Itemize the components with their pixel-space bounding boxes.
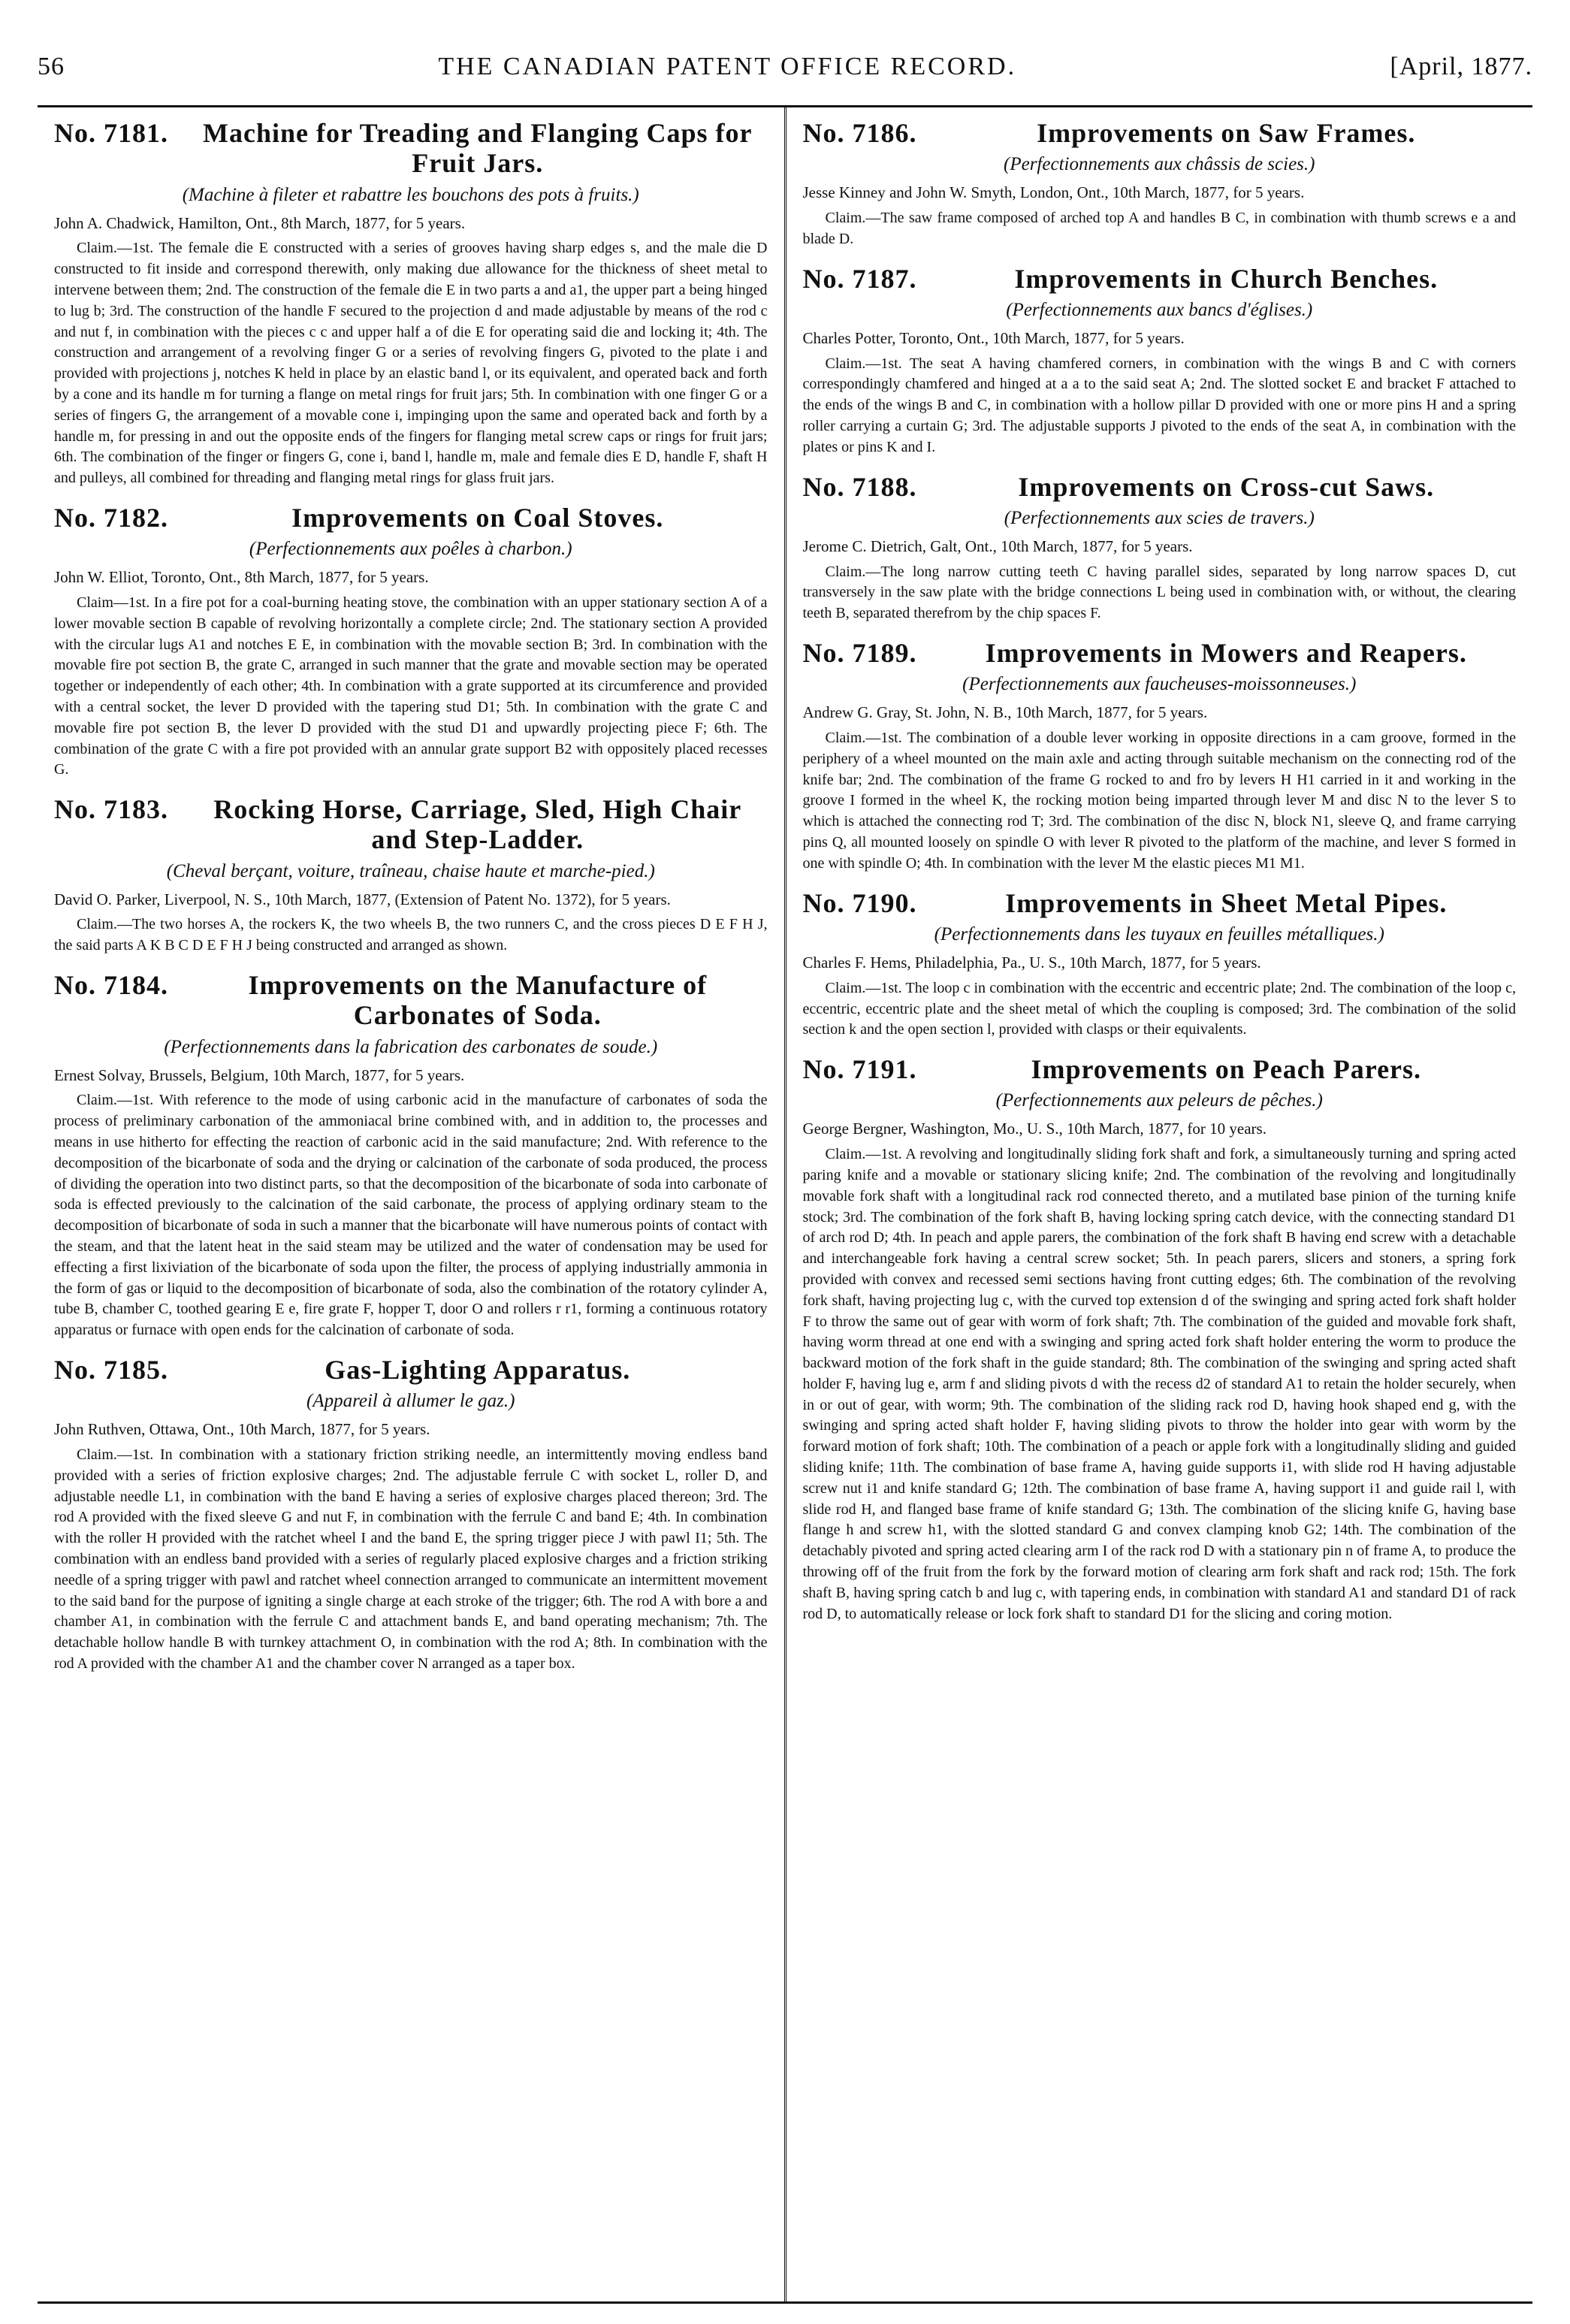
french-title: (Cheval berçant, voiture, traîneau, chaise haute et marche-pied.)	[166, 860, 655, 881]
french-title: (Perfectionnements aux bancs d'églises.)	[1006, 299, 1313, 320]
journal-title: THE CANADIAN PATENT OFFICE RECORD.	[438, 53, 1017, 80]
french-title: (Perfectionnements aux peleurs de pêches.)	[995, 1090, 1323, 1111]
patent-title: Gas-Lighting Apparatus.	[325, 1354, 631, 1385]
patent-number: No. 7188.	[802, 471, 917, 502]
page-number: 56	[38, 53, 65, 80]
patent-heading	[54, 1355, 768, 1385]
patent-entry	[803, 638, 1517, 875]
patent-number: No. 7189.	[802, 638, 917, 669]
patentee-line: Charles Potter, Toronto, Ont., 10th March, 1877, for 5 years.	[802, 328, 1185, 347]
patentee-line: Andrew G. Gray, St. John, N. B., 10th March, 1877, for 5 years.	[802, 703, 1208, 722]
patent-number: No. 7182.	[54, 502, 168, 533]
patent-entry	[54, 794, 768, 956]
left-column	[38, 107, 787, 2301]
french-title: (Perfectionnements dans les tuyaux en feuilles métalliques.)	[934, 923, 1384, 944]
claim-text: Claim.—1st. In combination with a stationary friction striking needle, an intermittently moving endless band provided with a series of friction explosive charges; 2nd. The adjustable ferrule C with socket L, roller D, and adjustable needle L1, in combination with the band E having a series of explosive charges placed thereon; 3rd. The rod A provided with the fixed sleeve G and nut F, in combination with the ferrule C and band E; 4th. In combination with the roller H provided with the ratchet wheel I and the band E, the spring trigger piece J with pawl I1; 5th. The combination with an endless band provided with a series of regularly placed explosive charges and a friction striking needle of a spring trigger with pawl and ratchet wheel connection arranged to communicate an intermittent movement to the said band for the purpose of igniting a single charge at each stroke of the trigger; 6th. The rod A with bore a and chamber A1, in combination with the ferrule C and attachment bands E, and band operating mechanism; 7th. The detachable hollow handle B with turnkey attachment O, in combination with the rod A; 8th. In combination with the rod A provided with the chamber A1 and the chamber cover N arranged as a taper box.	[54, 1446, 768, 1672]
claim-text: Claim.—1st. The seat A having chamfered corners, in combination with the wings B and C with corners correspondingly chamfered and hinged at a a to the said seat A; 2nd. The slotted socket E and bracket F attached to the ends of the wings B and C, in combination with a hollow pillar D provided with one or more pins H and a spring roller carrying a curtain G; 3rd. The adjustable supports J pivoted to the ends of the seat A, in combination with the plates or pins K and I.	[802, 355, 1516, 455]
patent-heading	[803, 888, 1517, 918]
french-title: (Perfectionnements dans la fabrication des carbonates de soude.)	[164, 1036, 658, 1057]
patentee-line: George Bergner, Washington, Mo., U. S., 10th March, 1877, for 10 years.	[802, 1120, 1267, 1138]
patentee-line: John W. Elliot, Toronto, Ont., 8th March, 1877, for 5 years.	[54, 568, 429, 587]
claim-text: Claim.—The long narrow cutting teeth C having parallel sides, separated by long narrow spaces D, cut transversely in the saw plate with the bridge connections L being used in combination with, or without, the clearing teeth B, separated therefrom by the chip spaces F.	[802, 563, 1516, 622]
patent-title: Rocking Horse, Carriage, Sled, High Chair and Step-Ladder.	[213, 794, 742, 855]
patent-title: Improvements on Cross-cut Saws.	[1018, 471, 1435, 502]
french-title: (Perfectionnements aux poêles à charbon.)	[249, 539, 572, 560]
patent-title: Improvements in Sheet Metal Pipes.	[1005, 887, 1448, 918]
patent-entry	[54, 1355, 768, 1675]
patent-number: No. 7186.	[802, 118, 917, 148]
right-column	[787, 107, 1533, 2301]
claim-text: Claim—1st. In a fire pot for a coal-burning heating stove, the combination with an upper stationary section A of a lower movable section B capable of revolving horizontally a complete circle; 2nd. The stationary section A provided with the circular lugs A1 and notches E E, in combination with the movable section B; 3rd. In combination with the movable fire pot section B, the grate C, arranged in such manner that the grate and movable section may be operated together or independently of each other; 4th. In combination with a grate supported at its circumference and provided with a central socket, the lever D provided with the tapering stud D1; 5th. In combination with the grate C and movable fire pot section B, the lever D provided with the stud D1 and upwardly projecting piece F; 6th. The combination of the grate C with a fire pot provided with an annular grate support B2 with oppositely placed recesses G.	[54, 594, 768, 778]
patent-entry	[803, 472, 1517, 624]
patent-heading	[803, 264, 1517, 294]
patentee-line: John Ruthven, Ottawa, Ont., 10th March, 1877, for 5 years.	[54, 1420, 430, 1439]
patent-number: No. 7184.	[54, 970, 168, 1001]
patentee-line: Jesse Kinney and John W. Smyth, London, Ont., 10th March, 1877, for 5 years.	[802, 183, 1305, 202]
patent-number: No. 7181.	[54, 118, 168, 148]
patent-number: No. 7187.	[802, 263, 917, 294]
running-head	[38, 53, 1532, 105]
patentee-line: Ernest Solvay, Brussels, Belgium, 10th March, 1877, for 5 years.	[54, 1065, 465, 1084]
patent-title: Machine for Treading and Flanging Caps for Fruit Jars.	[203, 118, 753, 179]
patentee-line: Charles F. Hems, Philadelphia, Pa., U. S., 10th March, 1877, for 5 years.	[802, 953, 1261, 972]
claim-text: Claim.—1st. A revolving and longitudinally sliding fork shaft and fork, a simultaneously turning and spring acted paring knife and a movable or stationary slicing knife; 2nd. The combination of the revolving and longitudinally movable fork shaft with a longitudinal rack rod connected thereto, and a mutilated base pinion of the turning knife stock; 3rd. The combination of the fork shaft B, having locking spring catch device, with the connecting standard D1 of arch rod D; 4th. In peach and apple parers, the combination of the fork shaft B having end screw with a detachable and interchangeable fork having a central screw socket; 5th. In peach parers, slicers and stoners, a spring fork provided with convex and recessed semi sections having front cutting edges; 6th. The combination of the revolving fork shaft, having projecting lug c, with the curved top extension d of the swinging and spring acted fork shaft holder F to throw the same out of gear with worm of fork shaft; 7th. The combination of the guided and movable fork shaft, having worm thread at one end with a swinging and spring acted fork shaft holder entering the worm to produce the backward motion of the fork shaft in the guide standard; 8th. The combination of the swinging and spring acted shaft holder F, having lug e, arm f and sliding pivots d with the recess d2 of standard A1 to retain the holder securely, when in or out of gear, with worm; 9th. The combination of the sliding rack rod D, having hook shaped end g, with the swinging and spring acted shaft holder F, having sliding pivots to throw the holder into gear with worm by the forward motion of fork shaft; 10th. The combination of a peach or apple fork with a longitudinally sliding and guided sliding knife; 11th. The combination of base frame A, having guide supports i1, with slide rod H having adjustable screw nut i1 and knife standard G; 12th. The combination of base frame A, having support i1 and guide rail l, with slide rod H, and flanged base frame of knife standard G; 13th. The combination of the slicing knife G, having base flange h and screw h1, with the slotted standard G and convex clamping knob G2; 14th. The combination of the detachably pivoted and spring acted clearing arm I of the rack rod D with a stationary pin n of frame A, to produce the throwing off of the fruit from the fork by the forward motion of clearing arm fork shaft and rack rod; 15th. The fork shaft B, having spring catch b and lug c, with tapering ends, in combination with standard A1 and standard D1 of rack rod D, to automatically release or lock fork shaft to standard D1 for the slicing and coring motion.	[802, 1146, 1516, 1622]
patent-number: No. 7191.	[802, 1054, 917, 1085]
two-column-frame	[38, 105, 1532, 2304]
claim-text: Claim.—The two horses A, the rockers K, the two wheels B, the two runners C, and the cross pieces D E F H J, the said parts A K B C D E F H J being constructed and arranged as shown.	[54, 916, 768, 954]
patent-heading	[54, 970, 768, 1031]
patent-heading	[803, 638, 1517, 668]
patent-heading	[803, 118, 1517, 148]
claim-text: Claim.—1st. With reference to the mode of using carbonic acid in the manufacture of carbonates of soda the process of preliminary carbonation of the ammoniacal brine combined with, and in addition to, the processes and means in use hitherto for effecting the reaction of carbonic acid in the said manufacture; 2nd. With reference to the decomposition of the bicarbonate of soda and the drying or calcination of the carbonate of soda produced, the process of dividing the operation into two distinct parts, so that the decomposition of the bicarbonate of soda into carbonate of soda is effected previously to the calcination of the said carbonate, the process of applying ordinary steam to the decomposition of bicarbonate of soda in such a manner that the bicarbonate will have numerous points of contact with the steam, and that the latent heat in the said steam may be utilized and the water of condensation may be used for effecting a first lixiviation of the bicarbonate of soda upon the filter, the process of applying industrially ammonia in the form of gas or liquid to the decomposition of bicarbonate of soda, also the combination of the rotatory cylinder A, tube B, chamber C, toothed gearing E e, fire grate F, hopper T, door O and rollers r r1, forming a continuous rotatory apparatus or furnace with open ends for the calcination of carbonate of soda.	[54, 1092, 768, 1339]
french-title: (Machine à fileter et rabattre les bouchons des pots à fruits.)	[182, 184, 639, 205]
patent-number: No. 7183.	[54, 794, 168, 825]
claim-text: Claim.—1st. The female die E constructed with a series of grooves having sharp edges s, and the male die D constructed to fit inside and correspond therewith, only making due allowance for the thickness of sheet metal to intervene between them; 2nd. The construction of the female die E in two parts a and a1, the upper part a being hinged to lug b; 3rd. The construction of the handle F secured to the projection d and made adjustable by means of the rod c and nut f, in combination with the pieces c c and upper half a of die E for operating said die and locking it; 4th. The construction and arrangement of a revolving finger G or a series of revolving fingers G, pivoted to the plate i and provided with projections j, notches K held in place by an elastic band l, or its equivalent, and operated back and forth by a cone and its handle m for turning a flange on metal rings for fruit jars; 5th. In combination with one finger G or a series of fingers G, the arrangement of a movable cone i, impinging upon the same and operated back and forth by a handle m, for pressing in and out the opposite ends of the fingers for flanging metal screw caps or rings for fruit jars; 6th. The combination of the finger or fingers G, cone i, band l, handle m, male and female dies E D, handle F, shaft H and pulleys, all combined for threading and flanging metal rings for glass fruit jars.	[54, 240, 768, 487]
claim-text: Claim.—1st. The loop c in combination with the eccentric and eccentric plate; 2nd. The combination of the loop c, eccentric, eccentric plate and the sheet metal of which the coupling is composed; 3rd. The combination of the solid section k and the open section l, provided with clasps or their equivalents.	[802, 979, 1516, 1038]
patent-title: Improvements on Saw Frames.	[1037, 118, 1416, 148]
patent-title: Improvements in Church Benches.	[1014, 263, 1439, 294]
patentee-line: Jerome C. Dietrich, Galt, Ont., 10th March, 1877, for 5 years.	[802, 536, 1193, 555]
patent-title: Improvements on Coal Stoves.	[291, 502, 664, 533]
french-title: (Perfectionnements aux châssis de scies.)	[1004, 154, 1315, 175]
patent-title: Improvements on Peach Parers.	[1031, 1054, 1422, 1085]
patent-heading	[54, 794, 768, 855]
patent-heading	[54, 503, 768, 533]
claim-text: Claim.—1st. The combination of a double lever working in opposite directions in a cam groove, formed in the periphery of a wheel mounted on the main axle and acting through suitable mechanism on the connecting rod of the knife bar; 2nd. The combination of the frame G rocked to and fro by levers H H1 carried in it and working in the groove I formed in the wheel K, the rocking motion being imparted through lever M and disc N to the lever S to which is attached the connecting rod T; 3rd. The combination of the disc N, block N1, sleeve Q, and frame carrying pins Q, all mounted loosely on spindle O with lever R pivoted to the platform of the machine, and lever S formed in one with spindle O; 4th. In combination with the lever M the elastic pieces M1 M1.	[802, 730, 1516, 872]
french-title: (Perfectionnements aux scies de travers.)	[1004, 507, 1315, 528]
claim-text: Claim.—The saw frame composed of arched top A and handles B C, in combination with thumb screws e a and blade D.	[802, 210, 1516, 247]
patent-entry	[803, 888, 1517, 1041]
patent-entry	[803, 118, 1517, 250]
patent-title: Improvements in Mowers and Reapers.	[985, 638, 1467, 669]
patent-entry	[803, 264, 1517, 458]
patent-entry	[803, 1054, 1517, 1624]
french-title: (Perfectionnements aux faucheuses-moissonneuses.)	[962, 674, 1357, 695]
patent-heading	[803, 1054, 1517, 1084]
patent-heading	[803, 472, 1517, 502]
patent-number: No. 7190.	[802, 887, 917, 918]
patentee-line: David O. Parker, Liverpool, N. S., 10th March, 1877, (Extension of Patent No. 1372), for 5 years.	[54, 890, 671, 908]
patent-heading	[54, 118, 768, 179]
patent-entry	[54, 970, 768, 1341]
patent-entry	[54, 503, 768, 781]
patent-entry	[54, 118, 768, 489]
patentee-line: John A. Chadwick, Hamilton, Ont., 8th March, 1877, for 5 years.	[54, 213, 466, 232]
french-title: (Appareil à allumer le gaz.)	[306, 1391, 515, 1412]
patent-title: Improvements on the Manufacture of Carbonates of Soda.	[248, 970, 708, 1031]
issue-date: [April, 1877.	[1390, 53, 1532, 80]
patent-number: No. 7185.	[54, 1354, 168, 1385]
